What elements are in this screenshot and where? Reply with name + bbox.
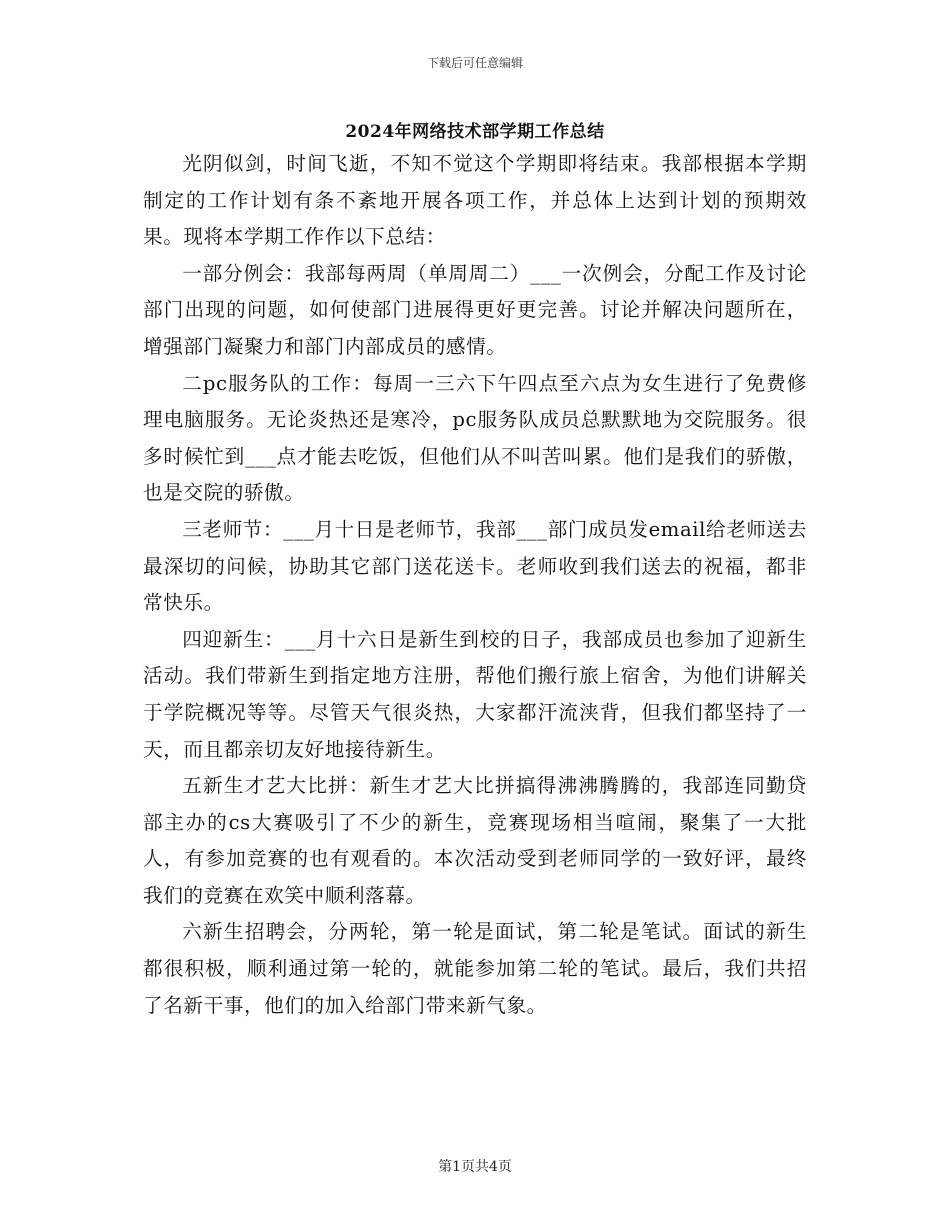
paragraph-recruitment: 六新生招聘会，分两轮，第一轮是面试，第二轮是笔试。面试的新生都很积极，顺利通过第一轮的，就能参加第二轮的笔试。最后，我们共招了名新干事，他们的加入给部门带来新气象。 <box>143 920 807 1017</box>
paragraph-pc-service: 二pc服务队的工作：每周一三六下午四点至六点为女生进行了免费修理电脑服务。无论炎热还是寒冷，pc服务队成员总默默地为交院服务。很多时候忙到___点才能去吃饭，但他们从不叫苦叫累。他们是我们的骄傲，也是交院的骄傲。 <box>143 371 807 505</box>
paragraph-meetings: 一部分例会：我部每两周（单周周二）___一次例会，分配工作及讨论部门出现的问题，如何使部门进展得更好更完善。讨论并解决问题所在，增强部门凝聚力和部门内部成员的感情。 <box>143 261 807 358</box>
page-header-note: 下载后可任意编辑 <box>426 56 523 70</box>
paragraph-intro: 光阴似剑，时间飞逝，不知不觉这个学期即将结束。我部根据本学期制定的工作计划有条不紊地开展各项工作，并总体上达到计划的预期效果。现将本学期工作作以下总结： <box>143 152 807 249</box>
paragraph-welcome-freshmen: 四迎新生：___月十六日是新生到校的日子，我部成员也参加了迎新生活动。我们带新生到指定地方注册，帮他们搬行旅上宿舍，为他们讲解关于学院概况等等。尽管天气很炎热，大家都汗流浃背，但我们都坚持了一天，而且都亲切友好地接待新生。 <box>143 627 807 761</box>
paragraph-teachers-day: 三老师节：___月十日是老师节，我部___部门成员发email给老师送去最深切的问候，协助其它部门送花送卡。老师收到我们送去的祝福，都非常快乐。 <box>143 517 807 615</box>
document-title: 2024年网络技术部学期工作总结 <box>345 122 605 142</box>
paragraph-talent-contest: 五新生才艺大比拼：新生才艺大比拼搞得沸沸腾腾的，我部连同勤贷部主办的cs大赛吸引了不少的新生，竞赛现场相当喧闹，聚集了一大批人，有参加竞赛的也有观看的。本次活动受到老师同学的一致好评，最终我们的竞赛在欢笑中顺利落幕。 <box>143 774 807 907</box>
page-number: 第1页共4页 <box>438 1159 512 1175</box>
document-body <box>143 146 807 1024</box>
